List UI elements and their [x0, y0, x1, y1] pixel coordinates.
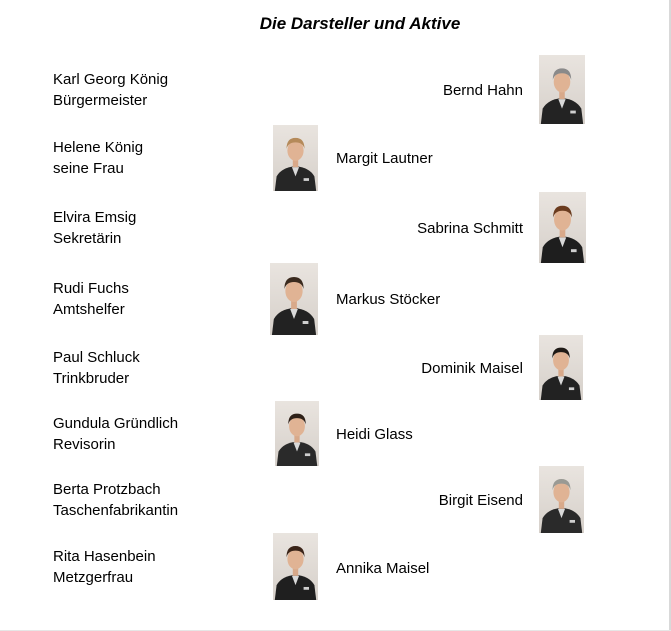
actor-photo [273, 533, 318, 600]
role-name: Helene König [53, 139, 144, 156]
role-description: Bürgermeister [53, 92, 148, 109]
actor-photo [539, 466, 584, 533]
role-name: Gundula Gründlich [53, 415, 179, 432]
actor-photo [275, 401, 319, 466]
portrait-silhouette [539, 466, 584, 533]
role-description: Amtshelfer [53, 301, 125, 318]
actor-name: Annika Maisel [336, 560, 430, 577]
actor-photo [539, 192, 586, 263]
actor-name: Heidi Glass [336, 426, 413, 443]
role-description: Taschenfabrikantin [53, 502, 179, 519]
actor-name: Sabrina Schmitt [417, 220, 523, 237]
role-description: Revisorin [53, 436, 116, 453]
role-entry [53, 347, 253, 389]
role-entry [53, 413, 253, 455]
actor-photo [539, 335, 583, 400]
portrait-silhouette [270, 263, 318, 335]
actor-name: Dominik Maisel [421, 360, 523, 377]
portrait-silhouette [539, 335, 583, 400]
role-description: Sekretärin [53, 230, 122, 247]
portrait-silhouette [539, 192, 586, 263]
role-entry [53, 278, 253, 320]
role-entry [53, 546, 253, 588]
actor-name: Markus Stöcker [336, 291, 441, 308]
role-name: Paul Schluck [53, 349, 140, 366]
actor-photo [539, 55, 585, 124]
role-entry [53, 137, 253, 179]
role-description: Metzgerfrau [53, 569, 134, 586]
actor-photo [273, 125, 318, 191]
role-name: Rudi Fuchs [53, 280, 129, 297]
role-name: Karl Georg König [53, 71, 169, 88]
portrait-silhouette [275, 401, 319, 466]
role-name: Rita Hasenbein [53, 548, 156, 565]
role-name: Berta Protzbach [53, 481, 161, 498]
actor-photo [270, 263, 318, 335]
role-entry [53, 479, 253, 521]
actor-name: Margit Lautner [336, 150, 433, 167]
portrait-silhouette [273, 125, 318, 191]
role-description: Trinkbruder [53, 370, 130, 387]
role-entry [53, 69, 253, 111]
portrait-silhouette [273, 533, 318, 600]
page-title: Die Darsteller und Aktive [259, 14, 461, 33]
actor-name: Birgit Eisend [438, 492, 523, 509]
role-name: Elvira Emsig [53, 209, 137, 226]
role-entry [53, 207, 253, 249]
portrait-silhouette [539, 55, 585, 124]
role-description: seine Frau [53, 160, 124, 177]
actor-name: Bernd Hahn [442, 82, 523, 99]
